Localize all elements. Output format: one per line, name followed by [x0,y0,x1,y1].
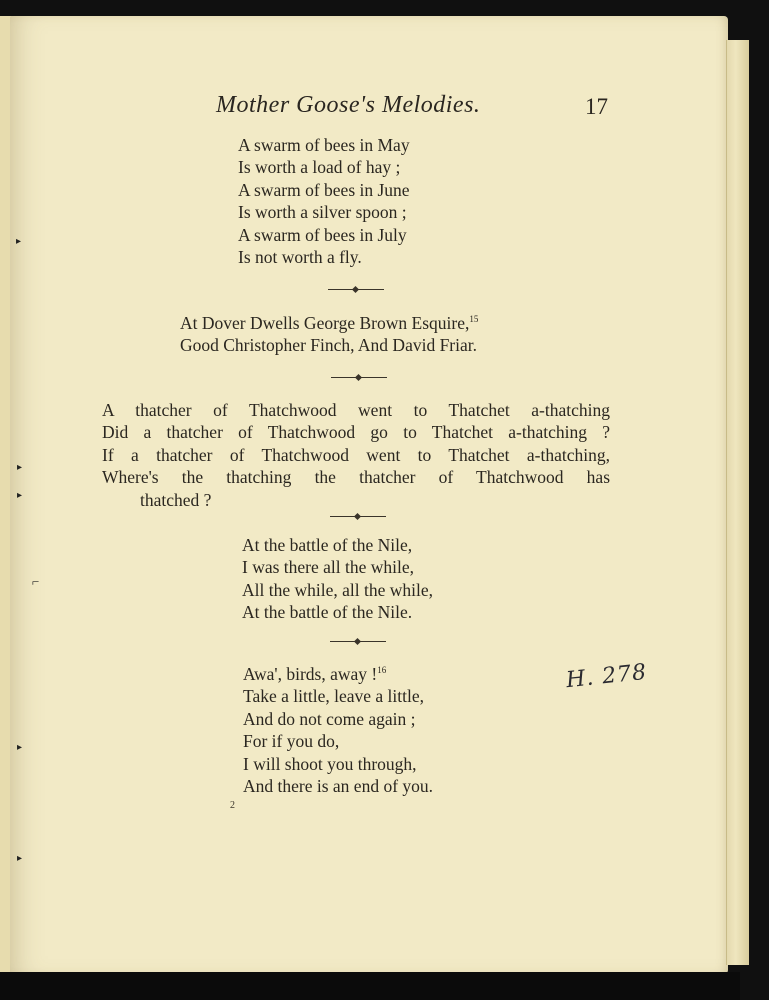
ornament-divider [330,638,386,644]
footnote-ref: 16 [377,665,387,676]
verse-line: A swarm of bees in May [238,135,410,155]
stanza-nile [242,534,433,624]
verse-line: Where's the thatching the thatcher of Thatchwood has [102,467,610,488]
margin-mark: ▸ [17,853,23,864]
verse-line: Take a little, leave a little, [243,686,424,707]
verse-line: A swarm of bees in July [238,224,407,245]
ornament-divider [330,513,386,519]
verse-line: Did a thatcher of Thatchwood go to Thatchet a-thatching ? [102,422,610,443]
stanza-birds [243,663,433,797]
stanza-thatcher [102,399,610,511]
verse-line: At the battle of the Nile. [242,602,413,623]
handwritten-annotation: H. 278 [564,659,649,694]
bottom-shadow [0,972,740,1000]
verse-text: At Dover Dwells George Brown Esquire, [180,313,470,333]
stanza-bees [238,134,410,268]
page-edge [726,40,749,965]
verse-line: At the battle of the Nile, [242,535,413,555]
margin-mark: ▸ [17,490,23,501]
verse-line [243,663,433,685]
verse-line: And there is an end of you. [243,776,434,797]
page-number: 17 [585,94,608,119]
verse-line: Is worth a load of hay ; [238,157,401,178]
verse-line [180,312,478,334]
signature-mark: 2 [230,800,235,811]
verse-line: thatched ? [140,489,212,510]
verse-line: A swarm of bees in June [238,179,410,200]
margin-mark: ▸ [17,742,23,753]
running-title: Mother Goose's Melodies. [216,92,481,118]
verse-line: A thatcher of Thatchwood went to Thatchet a-thatching [102,400,610,420]
verse-line: Is worth a silver spoon ; [238,202,407,223]
footnote-ref: 15 [469,314,479,325]
verse-line: I will shoot you through, [243,753,417,774]
page-header [0,92,769,132]
margin-mark: ▸ [16,236,22,247]
ornament-divider [328,286,384,292]
verse-line: Good Christopher Finch, And David Friar. [180,335,477,356]
verse-line: I was there all the while, [242,557,415,578]
verse-line: For if you do, [243,731,340,752]
verse-line: If a thatcher of Thatchwood went to Thatchet a-thatching, [102,444,610,465]
verse-line: And do not come again ; [243,708,416,729]
margin-mark: ▸ [17,462,23,473]
stanza-dover [180,312,478,357]
verse-text: Awa', birds, away ! [243,664,378,684]
verse-line: Is not worth a fly. [238,247,362,268]
verse-line: All the while, all the while, [242,579,433,600]
margin-mark: ⌐ [32,574,40,589]
ornament-divider [331,374,387,380]
